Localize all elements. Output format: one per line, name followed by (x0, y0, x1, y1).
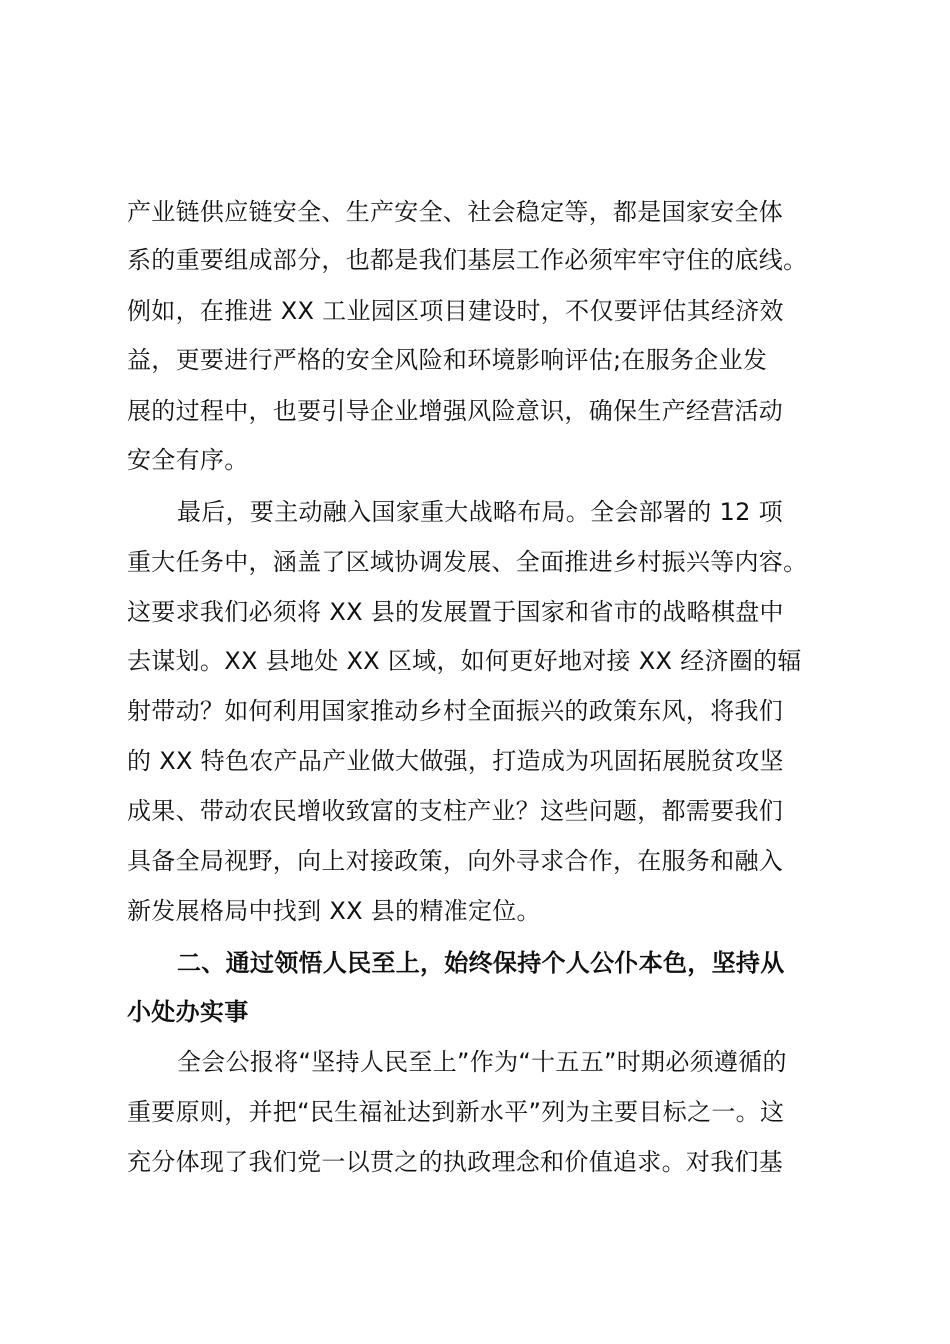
body-line: 益，更要进行严格的安全风险和环境影响评估;在服务企业发 (127, 346, 768, 374)
body-line: 具备全局视野，向上对接政策，向外寻求合作，在服务和融入 (127, 847, 784, 875)
body-line: 的 XX 特色农产品产业做大做强，打造成为巩固拓展脱贫攻坚 (127, 747, 784, 775)
body-line: 安全有序。 (127, 446, 249, 474)
body-line: 这要求我们必须将 XX 县的发展置于国家和省市的战略棋盘中 (127, 598, 784, 626)
body-line: 去谋划。XX 县地处 XX 区域，如何更好地对接 XX 经济圈的辐 (127, 647, 802, 675)
body-line: 产业链供应链安全、生产安全、社会稳定等，都是国家安全体 (127, 198, 784, 226)
paragraph-start-line: 最后，要主动融入国家重大战略布局。全会部署的 12 项 (177, 498, 783, 526)
body-line: 射带动？如何利用国家推动乡村全面振兴的政策东风，将我们 (127, 697, 784, 725)
body-line: 新发展格局中找到 XX 县的精准定位。 (127, 897, 541, 925)
paragraph-start-line: 全会公报将“坚持人民至上”作为“十五五”时期必须遵循的 (177, 1048, 787, 1076)
section-heading-continued: 小处办实事 (127, 998, 249, 1026)
body-line: 重大任务中，涵盖了区域协调发展、全面推进乡村振兴等内容。 (127, 548, 808, 576)
body-line: 系的重要组成部分，也都是我们基层工作必须牢牢守住的底线。 (127, 246, 808, 274)
body-line: 重要原则，并把“民生福祉达到新水平”列为主要目标之一。这 (127, 1098, 785, 1126)
body-line: 例如，在推进 XX 工业园区项目建设时，不仅要评估其经济效 (127, 297, 784, 325)
body-line: 成果、带动农民增收致富的支柱产业？这些问题，都需要我们 (127, 797, 784, 825)
body-line: 展的过程中，也要引导企业增强风险意识，确保生产经营活动 (127, 397, 784, 425)
section-heading: 二、通过领悟人民至上，始终保持个人公仆本色，坚持从 (177, 949, 785, 977)
body-line: 充分体现了我们党一以贯之的执政理念和价值追求。对我们基 (127, 1148, 784, 1176)
